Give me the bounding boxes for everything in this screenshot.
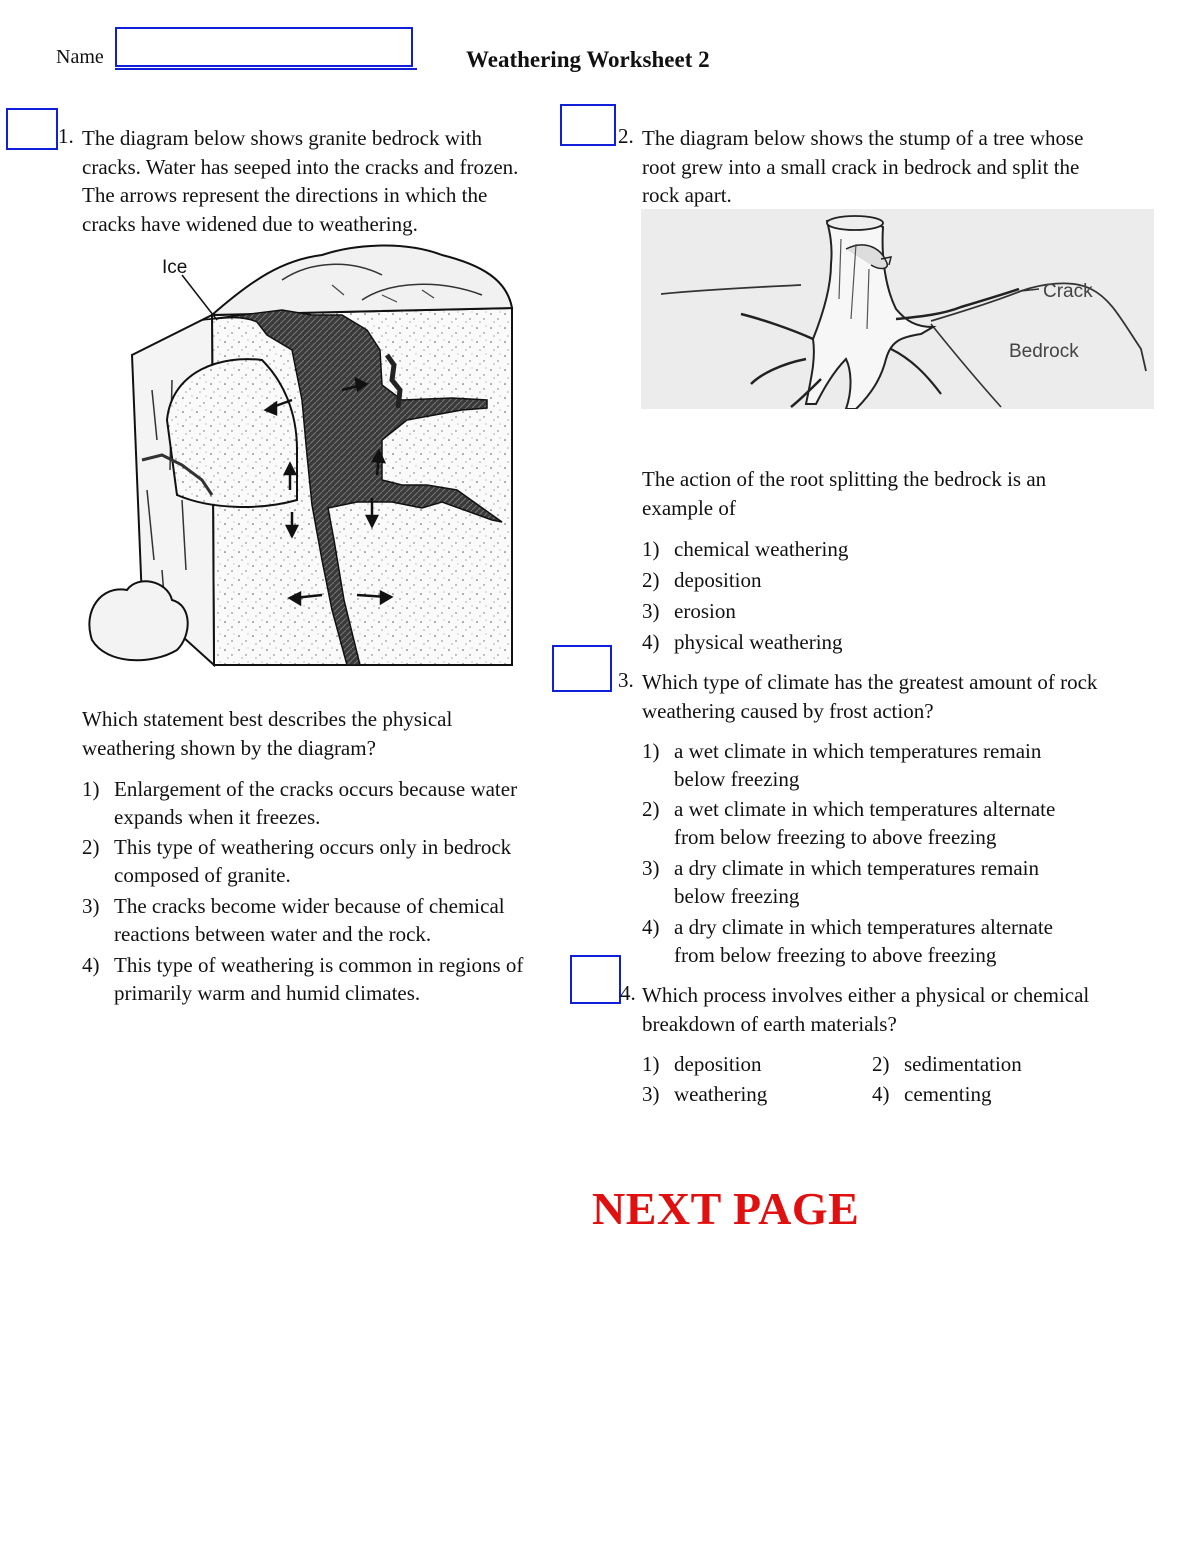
- option-number: 1): [82, 777, 100, 801]
- q4-prompt-line: breakdown of earth materials?: [642, 1011, 897, 1036]
- q1-option-4[interactable]: [82, 951, 572, 1007]
- option-text: cementing: [904, 1082, 992, 1106]
- option-text: a dry climate in which temperatures alternate from below freezing to above freezing: [674, 915, 1053, 967]
- q2-prompt-line: The diagram below shows the stump of a tree whose: [642, 126, 1084, 150]
- q1-prompt-line: cracks have widened due to weathering.: [82, 211, 418, 236]
- ice-label: Ice: [162, 257, 188, 278]
- option-text: This type of weathering occurs only in bedrock composed of granite.: [114, 835, 512, 887]
- option-number: 2): [642, 797, 660, 821]
- option-text: physical weathering: [674, 630, 843, 654]
- q3-option-2[interactable]: [642, 795, 1142, 851]
- q2-option-3[interactable]: [642, 597, 942, 625]
- option-number: 4): [872, 1082, 890, 1106]
- answer-box-q4[interactable]: [570, 955, 621, 1004]
- option-number: 3): [642, 1082, 660, 1106]
- option-number: 2): [82, 835, 100, 859]
- q3-prompt: [642, 668, 1097, 725]
- q2-number: 2.: [618, 124, 634, 148]
- option-text: The cracks become wider because of chemical reactions between water and the rock.: [114, 894, 505, 946]
- q1-option-1[interactable]: [82, 775, 562, 831]
- option-text: This type of weathering is common in regions of primarily warm and humid climates.: [114, 953, 524, 1005]
- name-underline: [115, 68, 417, 70]
- option-number: 4): [642, 630, 660, 654]
- option-number: 3): [82, 894, 100, 918]
- q1-prompt: [82, 124, 518, 238]
- option-text: a wet climate in which temperatures alternate from below freezing to above freezing: [674, 797, 1056, 849]
- granite-frost-wedging-diagram: [82, 240, 522, 670]
- q4-option-2[interactable]: [872, 1050, 1072, 1078]
- q2-option-2[interactable]: [642, 566, 942, 594]
- option-text: weathering: [674, 1082, 768, 1106]
- option-number: 3): [642, 599, 660, 623]
- q2-question-line: The action of the root splitting the bedrock is an: [642, 467, 1047, 491]
- option-text: chemical weathering: [674, 537, 849, 561]
- q1-option-3[interactable]: [82, 892, 562, 948]
- option-number: 3): [642, 856, 660, 880]
- answer-box-q2[interactable]: [560, 104, 616, 146]
- q3-prompt-line: weathering caused by frost action?: [642, 698, 934, 723]
- option-number: 2): [872, 1052, 890, 1076]
- q2-option-4[interactable]: [642, 628, 942, 656]
- tree-root-diagram: [641, 209, 1154, 409]
- option-number: 1): [642, 739, 660, 763]
- q4-option-4[interactable]: [872, 1080, 1072, 1108]
- option-text: Enlargement of the cracks occurs because water expands when it freezes.: [114, 777, 518, 829]
- answer-box-q1[interactable]: [6, 108, 58, 150]
- q1-question: [82, 705, 452, 762]
- option-number: 2): [642, 568, 660, 592]
- q2-question-line: example of: [642, 495, 736, 520]
- option-number: 1): [642, 537, 660, 561]
- option-number: 1): [642, 1052, 660, 1076]
- q3-option-4[interactable]: [642, 913, 1142, 969]
- q3-number: 3.: [618, 668, 634, 692]
- q1-number: 1.: [58, 124, 74, 148]
- option-text: a dry climate in which temperatures remain below freezing: [674, 856, 1040, 908]
- q1-prompt-line: The arrows represent the directions in which the: [82, 183, 488, 207]
- worksheet-title: Weathering Worksheet 2: [466, 47, 710, 72]
- q1-option-2[interactable]: [82, 833, 562, 889]
- name-label: Name: [56, 46, 104, 68]
- name-input[interactable]: [115, 27, 413, 67]
- q3-option-1[interactable]: [642, 737, 1142, 793]
- q4-prompt: [642, 981, 1089, 1038]
- q1-question-line: weathering shown by the diagram?: [82, 735, 376, 760]
- option-text: sedimentation: [904, 1052, 1022, 1076]
- option-text: deposition: [674, 568, 762, 592]
- q3-option-3[interactable]: [642, 854, 1142, 910]
- option-text: erosion: [674, 599, 736, 623]
- q1-prompt-line: cracks. Water has seeped into the cracks and frozen.: [82, 154, 519, 179]
- option-text: a wet climate in which temperatures remain below freezing: [674, 739, 1042, 791]
- q4-prompt-line: Which process involves either a physical or chemical: [642, 983, 1090, 1007]
- q1-question-line: Which statement best describes the physical: [82, 707, 453, 731]
- q2-prompt: [642, 124, 1083, 210]
- bedrock-label: Bedrock: [1009, 341, 1079, 362]
- q4-option-3[interactable]: [642, 1080, 842, 1108]
- option-number: 4): [642, 915, 660, 939]
- q4-option-1[interactable]: [642, 1050, 842, 1078]
- q2-option-1[interactable]: [642, 535, 942, 563]
- option-text: deposition: [674, 1052, 762, 1076]
- next-page-link[interactable]: NEXT PAGE: [592, 1183, 860, 1234]
- q1-prompt-line: The diagram below shows granite bedrock with: [82, 126, 483, 150]
- q2-prompt-line: rock apart.: [642, 183, 732, 207]
- q2-question: [642, 465, 1046, 522]
- crack-label: Crack: [1043, 281, 1093, 302]
- q3-prompt-line: Which type of climate has the greatest amount of rock: [642, 670, 1098, 694]
- tree-root-svg: [641, 209, 1154, 409]
- option-number: 4): [82, 953, 100, 977]
- q2-prompt-line: root grew into a small crack in bedrock and split the: [642, 154, 1080, 179]
- q4-number: 4.: [620, 981, 636, 1005]
- answer-box-q3[interactable]: [552, 645, 612, 692]
